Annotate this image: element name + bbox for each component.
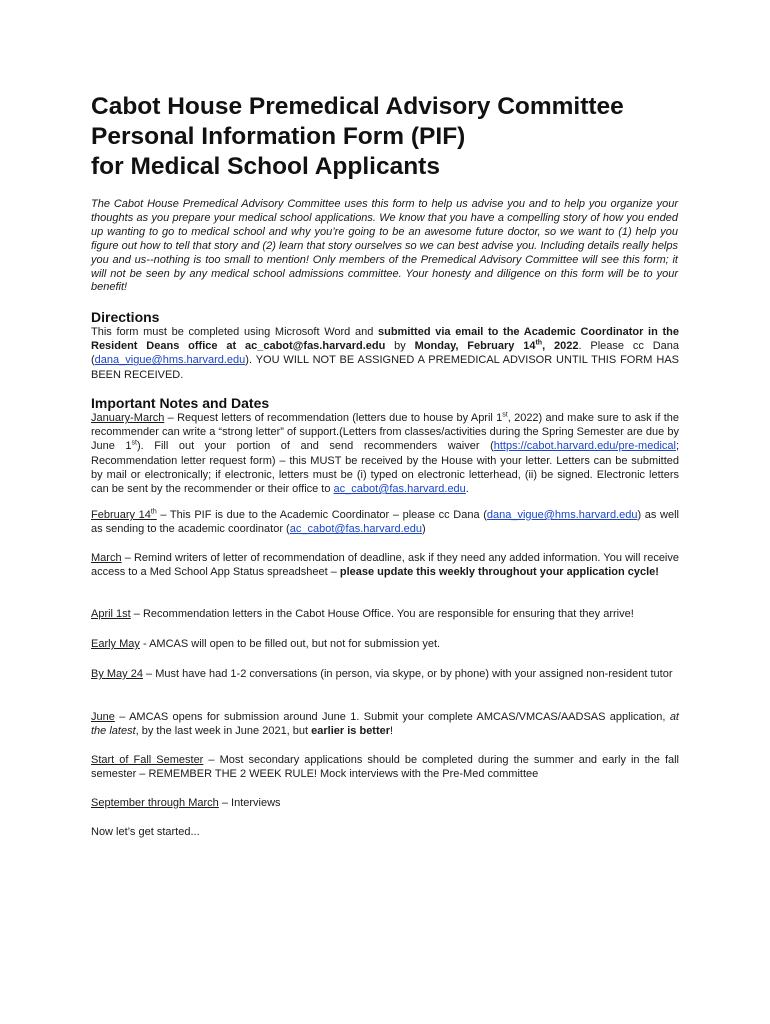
cabot-premedical-link[interactable]: https://cabot.harvard.edu/pre-medical xyxy=(493,440,676,453)
ac-cabot-email-link[interactable]: ac_cabot@fas.harvard.edu xyxy=(289,523,422,536)
directions-paragraph: This form must be completed using Microsoft Word and submitted via email to the Academic Coordinator in the Resident Deans office at ac_cabot@fas.harvard.edu by Monday, February 14th, 2022. Please cc Dana (dana_vigue@hms.harvard.edu). YOU WILL NOT BE ASSIGNED A PREMEDICAL ADVISOR UNTIL THIS FORM HAS BEEN RECEIVED. xyxy=(91,326,680,381)
note-may-24: By May 24 – Must have had 1-2 conversations (in person, via skype, or by phone) with your assigned non-resident tutor xyxy=(91,668,673,680)
note-january-march: January-March – Request letters of recommendation (letters due to house by April 1st, 2022) and make sure to ask if the recommender can write a “strong letter” of support.(Letters from classes/activities during the Spring Semester are due by June 1st). Fill out your portion of and send recommenders waiver (https://cabot.harvard.edu/pre-medical; Recommendation letter request form) – this MUST be received by the House with your letter. Letters can be submitted by mail or electronically; if electronic, letters must be (i) typed on electronic letterhead, (ii) be signed. Electronic letters can be sent by the recommender or their office to ac_cabot@fas.harvard.edu. xyxy=(91,411,680,496)
note-june: June – AMCAS opens for submission around June 1. Submit your complete AMCAS/VMCAS/AADSAS application, at the latest, by the last week in June 2021, but earlier is better! xyxy=(91,711,679,738)
ac-cabot-email-link[interactable]: ac_cabot@fas.harvard.edu xyxy=(333,483,466,496)
note-fall-semester: Start of Fall Semester – Most secondary applications should be completed during the summer and early in the fall semester – REMEMBER THE 2 WEEK RULE! Mock interviews with the Pre-Med committee xyxy=(91,754,680,781)
directions-heading: Directions xyxy=(91,309,160,325)
closing-text: Now let’s get started... xyxy=(91,826,200,838)
notes-heading: Important Notes and Dates xyxy=(91,395,270,411)
note-march: March – Remind writers of letter of recommendation of deadline, ask if they need any added information. You will receive access to a Med School App Status spreadsheet – please update this weekly throughout your application cycle! xyxy=(91,552,679,579)
page-title xyxy=(91,92,691,182)
intro-paragraph: The Cabot House Premedical Advisory Committee uses this form to help us advise you and to help you organize your thoughts as you prepare your medical school applications. We know that you have a compelling story of how you ended up wanting to go to medical school and why you’re going to be an awesome future doctor, so we want to (1) help you figure out how to tell that story and (2) learn that story ourselves so we can best advise you. Including details really helps you and us--nothing is too small to mention! Only members of the Premedical Advisory Committee will see this form; it will not be seen by any medical school admissions committee. Your honesty and diligence on this form will be to your benefit! xyxy=(91,198,678,294)
title-line-2: Personal Information Form (PIF) xyxy=(91,123,466,150)
note-september-march: September through March – Interviews xyxy=(91,797,281,809)
title-line-3: for Medical School Applicants xyxy=(91,153,440,180)
note-early-may: Early May - AMCAS will open to be filled out, but not for submission yet. xyxy=(91,638,441,650)
dana-email-link[interactable]: dana_vigue@hms.harvard.edu xyxy=(486,509,638,521)
title-line-1: Cabot House Premedical Advisory Committee xyxy=(91,93,624,120)
note-february: February 14th – This PIF is due to the Academic Coordinator – please cc Dana (dana_vigue@hms.harvard.edu) as well as sending to the academic coordinator (ac_cabot@fas.harvard.edu) xyxy=(91,508,679,536)
dana-email-link[interactable]: dana_vigue@hms.harvard.edu xyxy=(94,354,246,367)
note-april: April 1st – Recommendation letters in the Cabot House Office. You are responsible for ensuring that they arrive! xyxy=(91,608,634,620)
